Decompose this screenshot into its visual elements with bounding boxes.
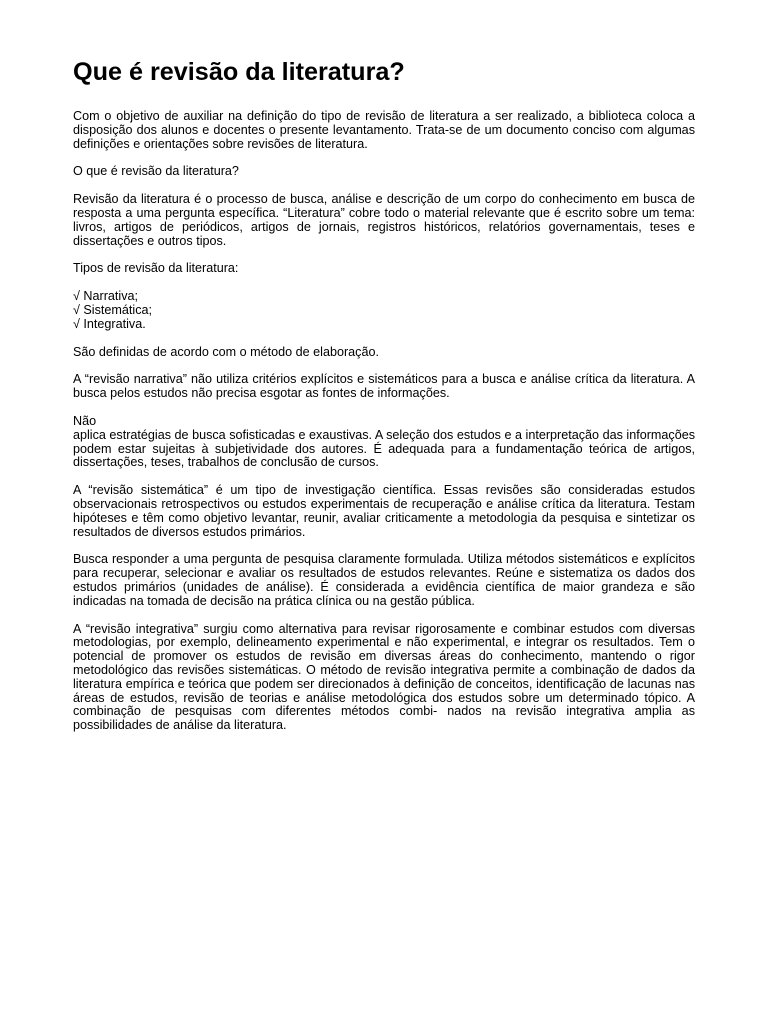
spacer bbox=[73, 401, 695, 415]
types-note: São definidas de acordo com o método de elaboração. bbox=[73, 344, 379, 359]
spacer bbox=[73, 276, 695, 290]
spacer bbox=[73, 359, 695, 373]
systematic-paragraph-1: A “revisão sistemática” é um tipo de investigação científica. Essas revisões são consideradas estudos observacionais retrospectivos ou estudos experimentais de recuperação e análise crítica da literatura. Testam hipóteses e têm como objetivo levantar, reunir, avaliar criticamente a metodologia da pesquisa e sintetizar os resultados de diversos estudos primários. bbox=[73, 483, 695, 539]
spacer bbox=[73, 539, 695, 553]
types-list bbox=[73, 290, 695, 331]
document-page bbox=[73, 58, 695, 733]
spacer bbox=[73, 248, 695, 262]
types-heading: Tipos de revisão da literatura: bbox=[73, 261, 239, 276]
spacer bbox=[73, 470, 695, 484]
spacer bbox=[73, 179, 695, 193]
spacer bbox=[73, 151, 695, 165]
page-title: Que é revisão da literatura? bbox=[73, 58, 405, 86]
narrative-paragraph-2-first-word: Não bbox=[73, 413, 97, 428]
spacer bbox=[73, 332, 695, 346]
narrative-paragraph-1: A “revisão narrativa” não utiliza critérios explícitos e sistemáticos para a busca e análise crítica da literatura. A busca pelos estudos não precisa esgotar as fontes de informações. bbox=[73, 372, 695, 401]
systematic-paragraph-2: Busca responder a uma pergunta de pesquisa claramente formulada. Utiliza métodos sistemáticos e explícitos para recuperar, selecionar e avaliar os resultados de estudos relevantes. Reúne e sistematiza os dados dos estudos primários (unidades de análise). É considerada a evidência científica de maior grandeza e são indicadas na tomada de decisão na prática clínica ou na gestão pública. bbox=[73, 552, 695, 608]
narrative-paragraph-2: aplica estratégias de busca sofisticadas e exaustivas. A seleção dos estudos e a interpretação das informações podem estar sujeitas à subjetividade dos autores. É adequada para a fundamentação teórica de artigos, dissertações, teses, trabalhos de conclusão de cursos. bbox=[73, 427, 695, 470]
integrative-paragraph: A “revisão integrativa” surgiu como alternativa para revisar rigorosamente e combinar estudos com diversas metodologias, por exemplo, delineamento experimental e não experimental, e integrar os resultados. Tem o potencial de promover os estudos de revisão em diversas áreas do conhecimento, mantendo o rigor metodológico das revisões sistemáticas. O método de revisão integrativa permite a combinação de dados da literatura empírica e teórica que podem ser direcionados à definição de conceitos, identificação de lacunas nas áreas de estudos, revisão de teorias e análise metodológica dos estudos sobre um determinado tópico. A combinação de pesquisas com diferentes métodos combi- nados na revisão integrativa amplia as possibilidades de análise da literatura. bbox=[73, 621, 695, 733]
spacer bbox=[73, 609, 695, 623]
list-item: √ Narrativa; bbox=[73, 289, 138, 304]
definition-paragraph: Revisão da literatura é o processo de busca, análise e descrição de um corpo do conhecimento em busca de resposta a uma pergunta específica. “Literatura” cobre todo o material relevante que é escrito sobre um tema: livros, artigos de periódicos, artigos de jornais, registros históricos, relatórios governamentais, teses e dissertações e outros tipos. bbox=[73, 192, 695, 248]
intro-paragraph: Com o objetivo de auxiliar na definição do tipo de revisão de literatura a ser realizado, a biblioteca coloca a disposição dos alunos e docentes o presente levantamento. Trata-se de um documento conciso com algumas definições e orientações sobre revisões de literatura. bbox=[73, 109, 695, 151]
question-heading: O que é revisão da literatura? bbox=[73, 164, 239, 179]
list-item: √ Sistemática; bbox=[73, 302, 152, 317]
list-item: √ Integrativa. bbox=[73, 316, 146, 331]
